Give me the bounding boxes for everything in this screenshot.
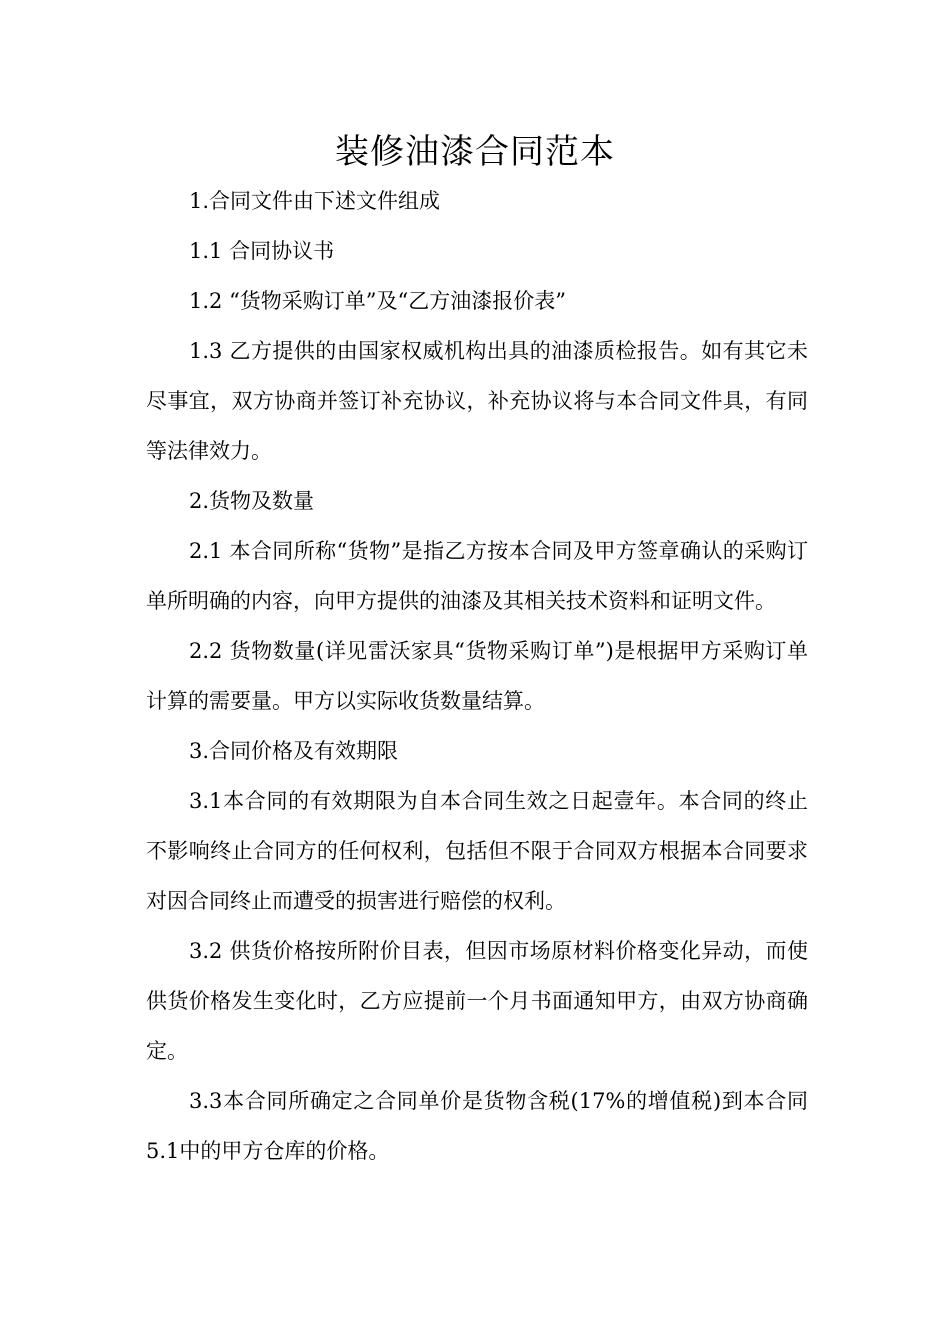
paragraph-3-1: 3.1本合同的有效期限为自本合同生效之日起壹年。本合同的终止不影响终止合同方的任何权利，包括但不限于合同双方根据本合同要求对因合同终止而遭受的损害进行赔偿的权利。 bbox=[146, 789, 808, 913]
paragraph-3-3: 3.3本合同所确定之合同单价是货物含税(17%的增值税)到本合同5.1中的甲方仓库的价格。 bbox=[146, 1089, 808, 1163]
paragraph-2-1: 2.1 本合同所称“货物”是指乙方按本合同及甲方签章确认的采购订单所明确的内容，向甲方提供的油漆及其相关技术资料和证明文件。 bbox=[146, 539, 808, 613]
paragraph-2: 2.货物及数量 bbox=[189, 489, 315, 513]
paragraph-1-3: 1.3 乙方提供的由国家权威机构出具的油漆质检报告。如有其它未尽事宜，双方协商并签订补充协议，补充协议将与本合同文件具，有同等法律效力。 bbox=[146, 339, 808, 463]
document-body bbox=[146, 176, 808, 1176]
paragraph-1-2: 1.2 “货物采购订单”及“乙方油漆报价表” bbox=[189, 289, 567, 313]
paragraph-3-2: 3.2 供货价格按所附价目表，但因市场原材料价格变化异动，而使供货价格发生变化时，乙方应提前一个月书面通知甲方，由双方协商确定。 bbox=[146, 939, 808, 1063]
paragraph-2-2: 2.2 货物数量(详见雷沃家具“货物采购订单”)是根据甲方采购订单计算的需要量。甲方以实际收货数量结算。 bbox=[146, 639, 808, 713]
paragraph-3: 3.合同价格及有效期限 bbox=[189, 739, 399, 763]
paragraph-1: 1.合同文件由下述文件组成 bbox=[189, 189, 441, 213]
paragraph-1-1: 1.1 合同协议书 bbox=[189, 239, 335, 263]
document-title: 装修油漆合同范本 bbox=[335, 132, 615, 172]
